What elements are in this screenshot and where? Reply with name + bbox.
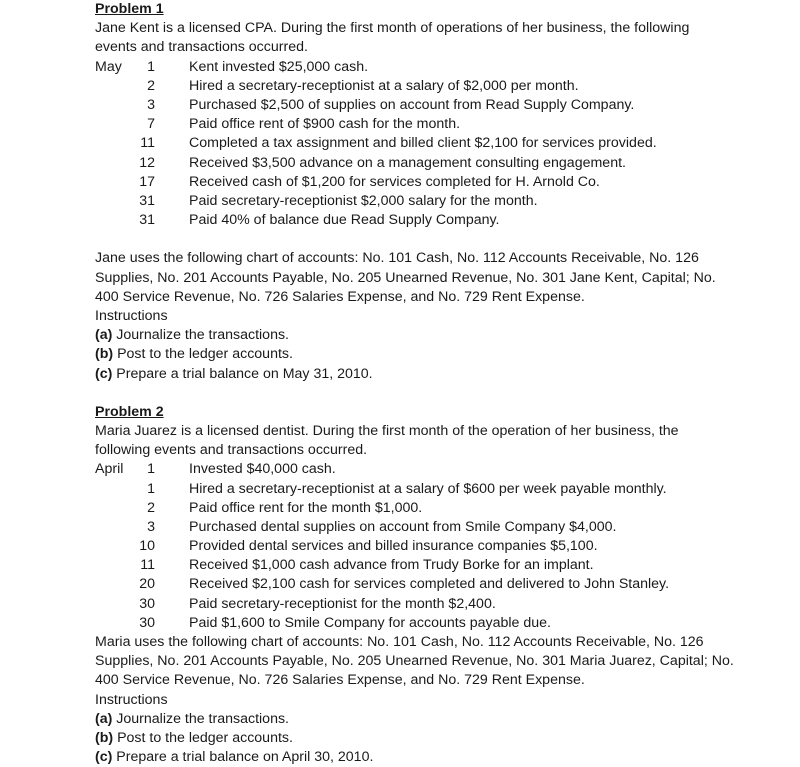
transaction-day: 17 [139, 173, 155, 190]
instruction-item [95, 748, 735, 767]
transaction-row [95, 192, 735, 211]
transaction-day: 2 [147, 77, 155, 94]
instruction-item [95, 345, 735, 364]
problem-1-instructions-heading: Instructions [95, 307, 168, 324]
transaction-day: 30 [139, 614, 155, 631]
transaction-text: Received $2,100 cash for services completed and delivered to John Stanley. [189, 576, 670, 593]
transaction-text: Paid office rent of $900 cash for the month. [189, 116, 461, 133]
transaction-text: Purchased $2,500 of supplies on account from Read Supply Company. [189, 96, 635, 113]
instruction-label: (a) [95, 327, 113, 344]
instruction-label: (a) [95, 710, 113, 727]
transaction-day: 20 [139, 576, 155, 593]
transaction-row [95, 211, 735, 230]
transaction-row [95, 556, 735, 575]
transaction-text: Paid 40% of balance due Read Supply Company. [189, 212, 500, 229]
transaction-day: 11 [140, 557, 155, 574]
transaction-row [95, 115, 735, 134]
instruction-text: Prepare a trial balance on April 30, 2010. [112, 749, 374, 766]
transaction-day: 11 [140, 135, 155, 152]
transaction-row [95, 575, 735, 594]
document-page [95, 0, 735, 767]
transaction-row [95, 154, 735, 173]
transaction-text: Hired a secretary-receptionist at a salary of $600 per week payable monthly. [189, 480, 667, 497]
transaction-day: 10 [139, 538, 155, 555]
transaction-row [95, 134, 735, 153]
instruction-item [95, 365, 735, 384]
instruction-item [95, 729, 735, 748]
problem-1-chart-of-accounts: Jane uses the following chart of accounts: No. 101 Cash, No. 112 Accounts Receivable, No. 126 Supplies, No. 201 Accounts Payable, No. 205 Unearned Revenue, No. 301 Jane Kent, Capital; No. 400 Service Revenue, No. 726 Salaries Expense, and No. 729 Rent Expense. [95, 250, 716, 305]
transaction-day: 2 [147, 499, 155, 516]
transaction-text: Invested $40,000 cash. [189, 461, 336, 478]
transaction-row [95, 58, 735, 77]
transaction-row [95, 518, 735, 537]
month-label: May [95, 58, 122, 75]
problem-1-title: Problem 1 [95, 1, 164, 17]
transaction-text: Completed a tax assignment and billed client $2,100 for services provided. [189, 135, 657, 152]
problem-2-instructions-heading: Instructions [95, 691, 168, 708]
transaction-row [95, 499, 735, 518]
transaction-text: Hired a secretary-receptionist at a salary of $2,000 per month. [189, 77, 579, 94]
transaction-day: 7 [147, 116, 155, 133]
transaction-day: 30 [139, 595, 155, 612]
problem-2-intro: Maria Juarez is a licensed dentist. During the first month of the operation of her business, the following events and transactions occurred. [95, 422, 679, 459]
instruction-text: Prepare a trial balance on May 31, 2010. [112, 365, 373, 382]
instruction-text: Post to the ledger accounts. [113, 730, 293, 747]
transaction-text: Paid $1,600 to Smile Company for accounts payable due. [189, 614, 552, 631]
problem-2 [95, 403, 735, 767]
problem-1-intro: Jane Kent is a licensed CPA. During the first month of operations of her business, the following events and transactions occurred. [95, 20, 690, 56]
transaction-row [95, 480, 735, 499]
instruction-text: Journalize the transactions. [112, 327, 289, 344]
transaction-day: 31 [139, 192, 155, 209]
transaction-row [95, 460, 735, 479]
transaction-day: 3 [147, 96, 155, 113]
instruction-text: Post to the ledger accounts. [113, 346, 293, 363]
transaction-row [95, 77, 735, 96]
transaction-text: Received cash of $1,200 for services completed for H. Arnold Co. [189, 173, 600, 190]
problem-2-title: Problem 2 [95, 403, 164, 420]
instruction-label: (c) [95, 749, 113, 766]
transaction-row [95, 173, 735, 192]
transaction-text: Received $3,500 advance on a management consulting engagement. [189, 154, 626, 171]
instruction-item [95, 326, 735, 345]
instruction-text: Journalize the transactions. [112, 710, 289, 727]
transaction-row [95, 614, 735, 633]
transaction-day: 3 [147, 518, 155, 535]
transaction-day: 31 [139, 212, 155, 229]
instruction-label: (b) [95, 346, 114, 363]
instruction-label: (c) [95, 365, 113, 382]
transaction-text: Paid office rent for the month $1,000. [189, 499, 423, 516]
transaction-row [95, 537, 735, 556]
transaction-day: 12 [139, 154, 155, 171]
transaction-day: 1 [147, 58, 155, 75]
transaction-text: Paid secretary-receptionist $2,000 salary for the month. [189, 192, 538, 209]
problem-1 [95, 0, 735, 384]
month-label: April [95, 461, 124, 478]
transaction-text: Received $1,000 cash advance from Trudy Borke for an implant. [189, 557, 594, 574]
instruction-item [95, 710, 735, 729]
transaction-text: Paid secretary-receptionist for the month $2,400. [189, 595, 496, 612]
transaction-text: Kent invested $25,000 cash. [189, 58, 369, 75]
instruction-label: (b) [95, 730, 114, 747]
transaction-row [95, 96, 735, 115]
problem-2-chart-of-accounts: Maria uses the following chart of accounts: No. 101 Cash, No. 112 Accounts Receivable, No. 126 Supplies, No. 201 Accounts Payable, No. 205 Unearned Revenue, No. 301 Maria Juarez, Capital; No. 400 Service Revenue, No. 726 Salaries Expense, and No. 729 Rent Expense. [95, 634, 734, 689]
transaction-text: Purchased dental supplies on account from Smile Company $4,000. [189, 518, 617, 535]
transaction-row [95, 595, 735, 614]
transaction-day: 1 [147, 480, 155, 497]
transaction-day: 1 [147, 461, 155, 478]
transaction-text: Provided dental services and billed insurance companies $5,100. [189, 538, 598, 555]
